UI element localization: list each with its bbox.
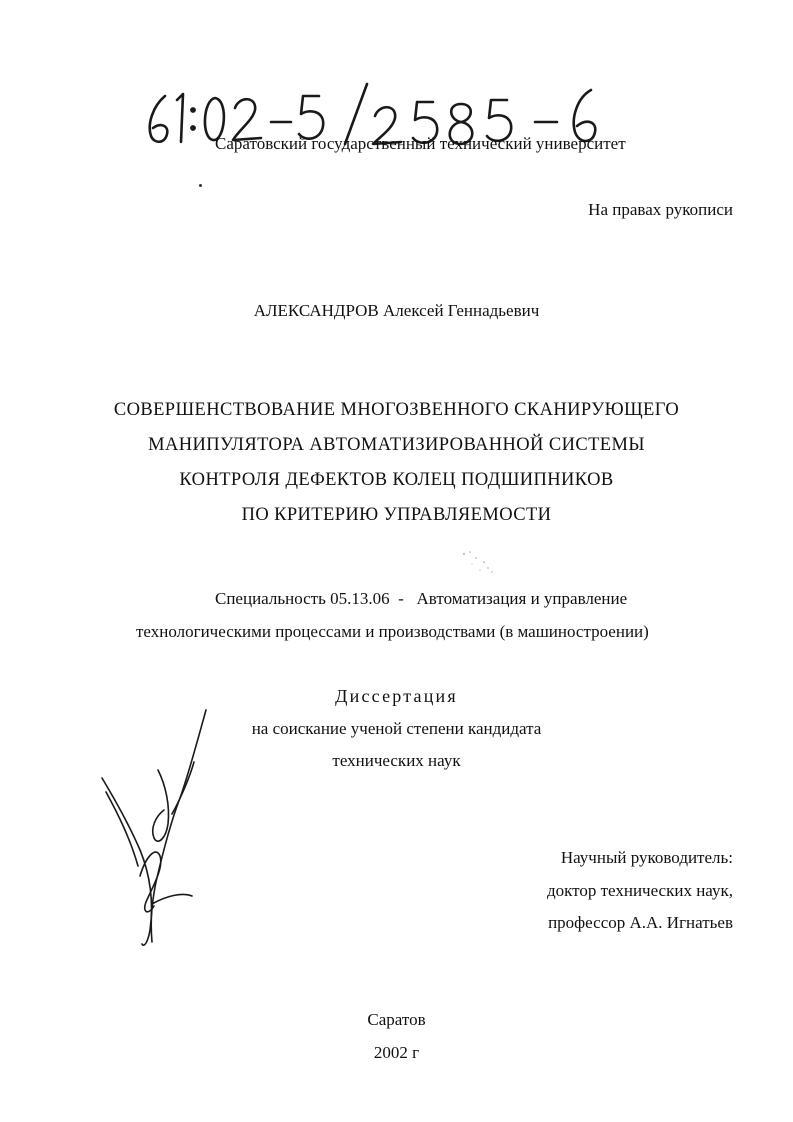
author-name: АЛЕКСАНДРОВ Алексей Геннадьевич [253, 301, 540, 320]
dissertation-label: Диссертация [335, 686, 458, 706]
title-line: МАНИПУЛЯТОРА АВТОМАТИЗИРОВАННОЙ СИСТЕМЫ [148, 435, 645, 455]
university-name: Саратовский государственный технический университет [215, 134, 626, 153]
city: Саратов [367, 1010, 426, 1029]
dissertation-title [0, 393, 793, 533]
specialty-line-2: технологическими процессами и производствами (в машиностроении) [136, 622, 649, 641]
advisor-degree: доктор технических наук, [546, 881, 733, 900]
science-field: технических наук [332, 751, 461, 770]
advisor-name: профессор А.А. Игнатьев [548, 913, 733, 932]
year: 2002 г [373, 1043, 420, 1062]
degree-line: на соискание ученой степени кандидата [251, 719, 542, 738]
title-line: ПО КРИТЕРИЮ УПРАВЛЯЕМОСТИ [241, 505, 552, 525]
title-line: КОНТРОЛЯ ДЕФЕКТОВ КОЛЕЦ ПОДШИПНИКОВ [179, 470, 614, 490]
handwritten-signature [96, 706, 214, 952]
ink-dot [199, 184, 202, 187]
rights-note: На правах рукописи [588, 200, 733, 219]
specialty-line-1: Специальность 05.13.06 - Автоматизация и управление [215, 589, 628, 608]
advisor-role: Научный руководитель: [560, 848, 733, 867]
title-line: СОВЕРШЕНСТВОВАНИЕ МНОГОЗВЕННОГО СКАНИРУЮЩЕГО [113, 400, 680, 420]
scan-smudge [458, 548, 498, 576]
